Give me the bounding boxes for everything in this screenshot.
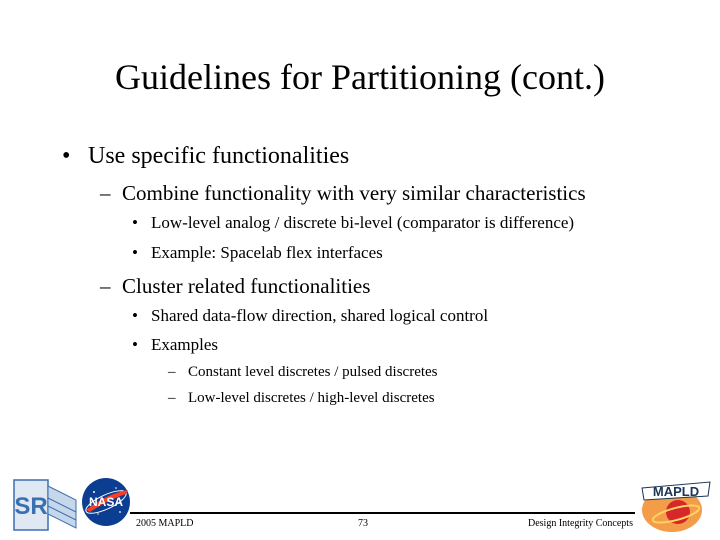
dash-marker: – <box>100 181 111 205</box>
bullet-text: Low-level discretes / high-level discretes <box>188 390 435 406</box>
bullet-text: Examples <box>151 335 219 354</box>
bullet-text: Combine functionality with very similar characteristics <box>122 181 586 205</box>
dash-marker: – <box>100 274 111 298</box>
bullet-text: Example: Spacelab flex interfaces <box>151 243 383 262</box>
bullet-line-2b <box>100 274 370 299</box>
bullet-text: Use specific functionalities <box>88 143 350 169</box>
bullet-text: Shared data-flow direction, shared logical control <box>151 306 489 325</box>
bullet-marker: • <box>62 143 71 169</box>
footer-page-number: 73 <box>358 518 368 529</box>
mapld-logo <box>636 474 716 534</box>
bullet-line-3d <box>132 335 218 355</box>
sr-logo <box>12 478 78 532</box>
bullet-line-3b <box>132 243 383 263</box>
bullet-text: Constant level discretes / pulsed discretes <box>188 364 438 380</box>
slide-title: Guidelines for Partitioning (cont.) <box>115 57 605 97</box>
nasa-logo-text: NASA <box>88 495 124 509</box>
bullet-marker: • <box>132 335 138 354</box>
footer-right-text: Design Integrity Concepts <box>528 518 633 529</box>
bullet-line-4a <box>168 364 438 381</box>
bullet-line-3c <box>132 306 488 326</box>
mapld-logo-graphic <box>636 474 716 534</box>
bullet-marker: • <box>132 306 138 325</box>
nasa-logo-graphic <box>80 476 132 528</box>
nasa-logo <box>80 476 132 528</box>
bullet-line-1 <box>62 143 349 170</box>
bullet-marker: • <box>132 243 138 262</box>
bullet-line-3a <box>132 213 574 233</box>
bullet-line-2a <box>100 181 586 206</box>
footer-left-text: 2005 MAPLD <box>136 518 194 529</box>
sr-logo-graphic <box>12 478 78 532</box>
sr-logo-text: SR <box>14 493 48 520</box>
mapld-logo-text: MAPLD <box>652 484 700 499</box>
dash-marker: – <box>168 390 176 406</box>
bullet-line-4b <box>168 390 435 407</box>
bullet-text: Low-level analog / discrete bi-level (comparator is difference) <box>151 213 575 232</box>
footer-rule <box>130 512 635 514</box>
bullet-marker: • <box>132 213 138 232</box>
bullet-text: Cluster related functionalities <box>122 274 371 298</box>
dash-marker: – <box>168 364 176 380</box>
